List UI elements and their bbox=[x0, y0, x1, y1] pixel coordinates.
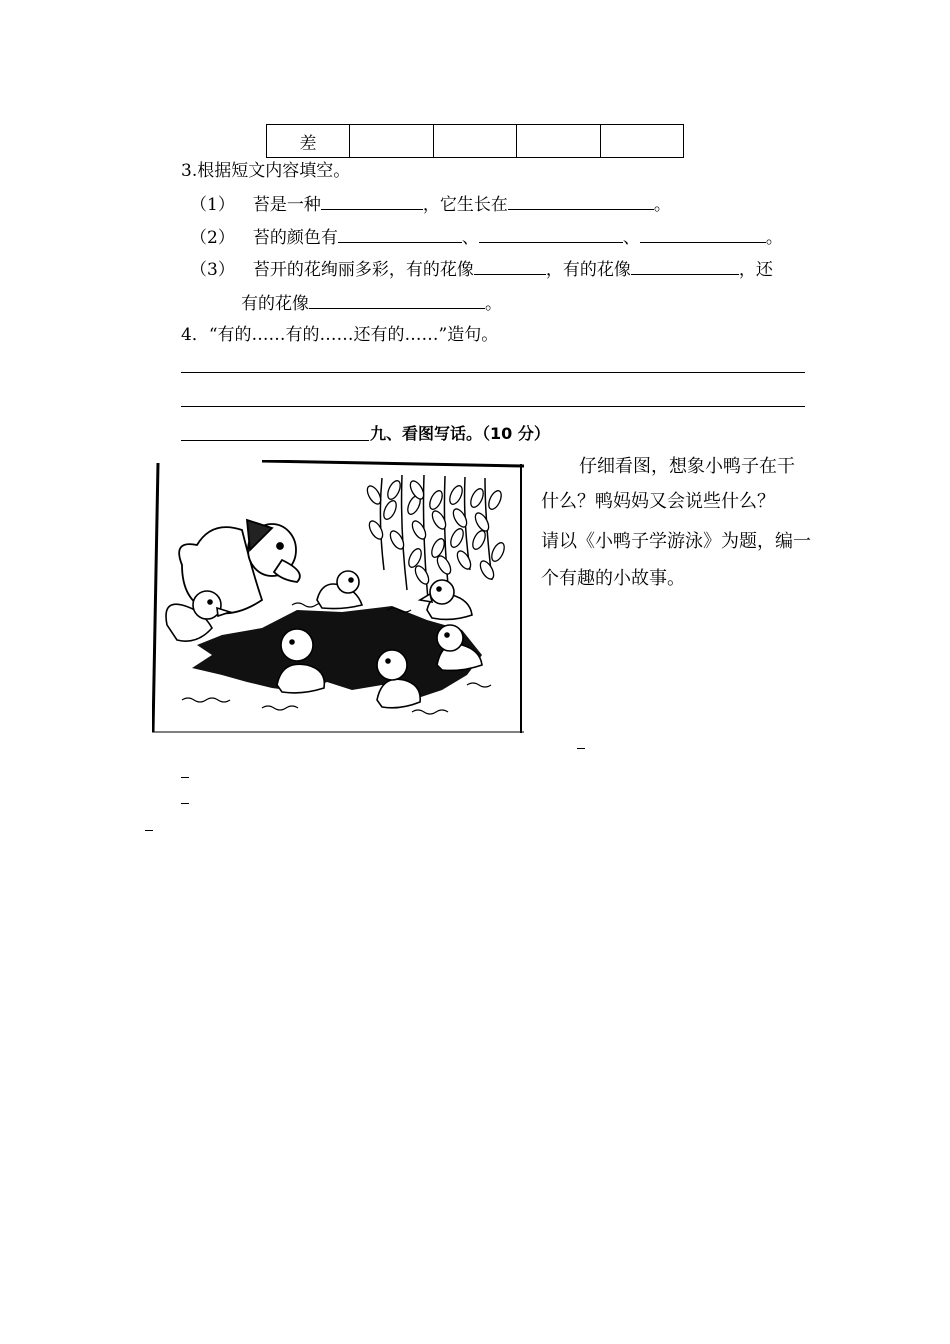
item-text: 苔的颜色有 bbox=[252, 228, 338, 248]
table-row-label: 差 bbox=[267, 125, 350, 158]
item-number: （1） bbox=[190, 195, 235, 215]
table-cell bbox=[350, 125, 434, 158]
question-3-item-1 bbox=[190, 191, 671, 217]
fill-blank[interactable] bbox=[640, 224, 766, 243]
item-text: 。 bbox=[653, 195, 671, 215]
item-number: （2） bbox=[190, 228, 235, 248]
table-row bbox=[267, 125, 684, 158]
question-4-title: 4．“有的……有的……还有的……”造句。 bbox=[181, 325, 499, 345]
item-text: 苔是一种 bbox=[252, 195, 321, 215]
stray-mark bbox=[181, 777, 189, 778]
table-cell bbox=[434, 125, 517, 158]
answer-line[interactable] bbox=[181, 406, 805, 407]
prompt-line-2: 什么？鸭妈妈又会说些什么？ bbox=[541, 491, 775, 512]
fill-blank[interactable] bbox=[631, 256, 739, 275]
prompt-line-1: 仔细看图，想象小鸭子在干 bbox=[579, 456, 795, 477]
stray-mark bbox=[577, 748, 585, 749]
question-3-title: 3.根据短文内容填空。 bbox=[181, 161, 351, 181]
fill-blank[interactable] bbox=[479, 224, 623, 243]
fill-blank[interactable] bbox=[508, 191, 654, 210]
fill-blank[interactable] bbox=[309, 290, 485, 309]
item-text: ，有的花像 bbox=[545, 260, 631, 280]
answer-line[interactable] bbox=[181, 372, 805, 373]
item-text: 、 bbox=[461, 228, 479, 248]
fill-blank[interactable] bbox=[474, 256, 546, 275]
question-3-item-2 bbox=[190, 224, 783, 250]
ducklings-swimming-picture bbox=[152, 460, 524, 734]
item-text: 有的花像 bbox=[241, 294, 309, 314]
grading-table bbox=[266, 124, 684, 158]
item-number: （3） bbox=[190, 260, 235, 280]
table-cell bbox=[601, 125, 684, 158]
item-text: ，还 bbox=[738, 260, 773, 280]
item-text: 。 bbox=[485, 294, 502, 314]
question-3-item-3-continued bbox=[241, 290, 502, 316]
stray-mark bbox=[181, 803, 189, 804]
item-text: 。 bbox=[765, 228, 783, 248]
prompt-line-3: 请以《小鸭子学游泳》为题，编一 bbox=[541, 531, 811, 552]
item-text: 苔开的花绚丽多彩，有的花像 bbox=[252, 260, 474, 280]
table-cell bbox=[517, 125, 601, 158]
stray-mark bbox=[145, 830, 153, 831]
question-3-item-3 bbox=[190, 256, 773, 282]
item-text: 、 bbox=[622, 228, 640, 248]
item-text: ，它生长在 bbox=[422, 195, 508, 215]
section-9-title: 九、看图写话。（10 分） bbox=[370, 424, 550, 443]
fill-blank[interactable] bbox=[338, 224, 462, 243]
fill-blank[interactable] bbox=[321, 191, 423, 210]
prompt-line-4: 个有趣的小故事。 bbox=[541, 568, 685, 589]
answer-line[interactable] bbox=[181, 440, 369, 441]
